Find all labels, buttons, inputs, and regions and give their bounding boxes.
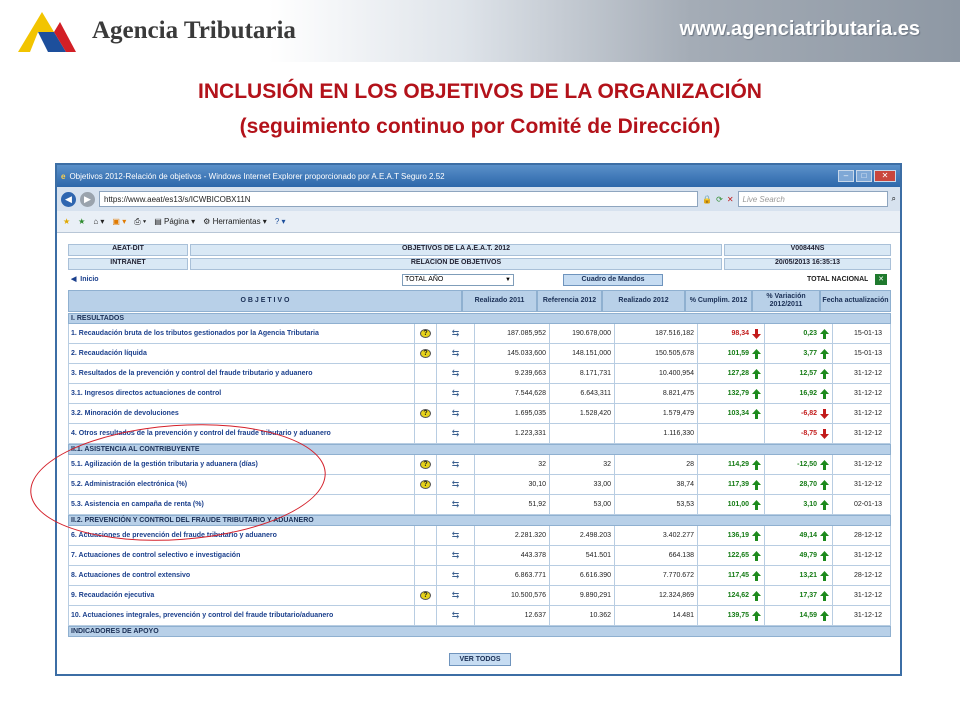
- pct-value: 101,59: [727, 350, 749, 357]
- arrow-up-icon: [820, 329, 829, 339]
- detail-icon[interactable]: ⇆: [451, 499, 460, 509]
- objective-link[interactable]: 5.3. Asistencia en campaña de renta (%): [71, 501, 204, 508]
- pct-cell: [697, 495, 764, 514]
- period-select[interactable]: [402, 274, 514, 286]
- header-right-1: V00844NS: [724, 244, 891, 256]
- value-cell-r12: 1.579,479: [614, 404, 697, 423]
- objective-link[interactable]: 2. Recaudación líquida: [71, 350, 147, 357]
- browser-window: [55, 163, 902, 676]
- help-cell: [414, 526, 436, 545]
- table-row: [68, 586, 891, 606]
- arrow-up-icon: [820, 349, 829, 359]
- slide-subtitle: (seguimiento continuo por Comité de Dirección): [239, 115, 721, 138]
- value-cell-ref: 8.171,731: [549, 364, 614, 383]
- agency-website: www.agenciatributaria.es: [679, 18, 920, 40]
- table-row: [68, 546, 891, 566]
- column-cumplimiento: % Cumplim. 2012: [685, 290, 752, 312]
- date-cell: 31-12-12: [832, 404, 902, 423]
- help-icon[interactable]: ?: [420, 480, 431, 489]
- detail-cell: [436, 424, 474, 443]
- column-referencia-2012: Referencia 2012: [537, 290, 602, 312]
- help-cell: [414, 324, 436, 343]
- detail-icon[interactable]: ⇆: [451, 479, 460, 489]
- pct-cell: [697, 364, 764, 383]
- help-cell: [414, 364, 436, 383]
- arrow-up-icon: [820, 551, 829, 561]
- var-cell: [764, 364, 832, 383]
- arrow-down-icon: [820, 429, 829, 439]
- arrow-up-icon: [752, 500, 761, 510]
- var-value: 13,21: [799, 572, 817, 579]
- section-header: I. RESULTADOS: [68, 313, 891, 324]
- value-cell-r11: 1.223,331: [474, 424, 549, 443]
- pct-value: 139,75: [727, 612, 749, 619]
- help-icon[interactable]: ?: [420, 591, 431, 600]
- arrow-up-icon: [752, 591, 761, 601]
- pct-value: 103,34: [727, 410, 749, 417]
- detail-cell: [436, 364, 474, 383]
- arrow-up-icon: [820, 460, 829, 470]
- table-row: [68, 364, 891, 384]
- arrow-up-icon: [752, 611, 761, 621]
- value-cell-ref: 9.890,291: [549, 586, 614, 605]
- var-value: 49,79: [799, 552, 817, 559]
- var-cell: [764, 475, 832, 494]
- arrow-up-icon: [820, 480, 829, 490]
- date-cell: 15-01-13: [832, 344, 902, 363]
- objective-link[interactable]: 8. Actuaciones de control extensivo: [71, 572, 191, 579]
- help-cell: [414, 475, 436, 494]
- value-cell-ref: 2.498.203: [549, 526, 614, 545]
- help-icon[interactable]: ?: [420, 329, 431, 338]
- value-cell-r12: 664.138: [614, 546, 697, 565]
- date-cell: 31-12-12: [832, 546, 902, 565]
- date-cell: 31-12-12: [832, 424, 902, 443]
- lock-icon: 🔒: [702, 194, 713, 204]
- forward-button[interactable]: ▶: [80, 192, 95, 207]
- value-cell-r12: 53,53: [614, 495, 697, 514]
- var-cell: [764, 606, 832, 625]
- arrow-up-icon: [820, 531, 829, 541]
- value-cell-r12: 28: [614, 455, 697, 474]
- objective-link[interactable]: 5.2. Administración electrónica (%): [71, 481, 188, 488]
- detail-cell: [436, 606, 474, 625]
- minimize-button[interactable]: –: [838, 170, 854, 182]
- search-input[interactable]: [738, 191, 888, 207]
- favorites-star-icon[interactable]: ★: [63, 217, 71, 226]
- value-cell-r11: 2.281.320: [474, 526, 549, 545]
- browser-toolbar: [57, 211, 900, 233]
- arrow-up-icon: [752, 369, 761, 379]
- detail-cell: [436, 384, 474, 403]
- date-cell: 02-01-13: [832, 495, 902, 514]
- pct-value: 124,62: [727, 592, 749, 599]
- help-icon[interactable]: ? ▾: [274, 217, 286, 226]
- column-fecha: Fecha actualización: [820, 290, 891, 312]
- value-cell-ref: 148.151,000: [549, 344, 614, 363]
- home-icon[interactable]: ⌂ ▾: [93, 217, 105, 226]
- date-cell: 31-12-12: [832, 455, 902, 474]
- help-cell: [414, 344, 436, 363]
- detail-icon[interactable]: ⇆: [451, 459, 460, 469]
- table-row: [68, 404, 891, 424]
- value-cell-r11: 51,92: [474, 495, 549, 514]
- arrow-up-icon: [820, 500, 829, 510]
- arrow-up-icon: [820, 591, 829, 601]
- pct-cell: [697, 566, 764, 585]
- date-cell: 31-12-12: [832, 384, 902, 403]
- value-cell-r11: 145.033,600: [474, 344, 549, 363]
- column-objective: O B J E T I V O: [68, 290, 462, 312]
- value-cell-r12: 12.324,869: [614, 586, 697, 605]
- ie-logo-icon: e: [61, 171, 66, 181]
- maximize-button[interactable]: □: [856, 170, 872, 182]
- var-cell: [764, 495, 832, 514]
- help-icon[interactable]: ?: [420, 409, 431, 418]
- header-center-2: RELACIÓN DE OBJETIVOS: [190, 258, 722, 270]
- help-icon[interactable]: ?: [420, 349, 431, 358]
- pct-cell: [697, 606, 764, 625]
- var-cell: [764, 455, 832, 474]
- detail-icon[interactable]: ⇆: [451, 550, 460, 560]
- value-cell-ref: 1.528,420: [549, 404, 614, 423]
- date-cell: 31-12-12: [832, 475, 902, 494]
- var-value: -6,82: [801, 410, 817, 417]
- refresh-icon[interactable]: ⟳: [716, 194, 723, 204]
- var-value: 12,57: [799, 370, 817, 377]
- detail-icon[interactable]: ⇆: [451, 388, 460, 398]
- pct-cell: [697, 404, 764, 423]
- value-cell-ref: 6.643,311: [549, 384, 614, 403]
- detail-cell: [436, 404, 474, 423]
- arrow-up-icon: [752, 551, 761, 561]
- date-cell: 28-12-12: [832, 566, 902, 585]
- objective-link[interactable]: 3. Resultados de la prevención y control del fraude tributario y aduanero: [71, 370, 313, 377]
- arrow-down-icon: [752, 329, 761, 339]
- pct-value: 132,79: [727, 390, 749, 397]
- var-cell: [764, 404, 832, 423]
- arrow-up-icon: [820, 611, 829, 621]
- var-value: 3,77: [803, 350, 817, 357]
- table-row: [68, 606, 891, 626]
- column-realizado-2011: Realizado 2011: [462, 290, 537, 312]
- help-cell: [414, 424, 436, 443]
- total-label: TOTAL NACIONAL: [807, 276, 869, 283]
- objective-link[interactable]: 3.2. Minoración de devoluciones: [71, 410, 179, 417]
- objective-link[interactable]: 6. Actuaciones de prevención del fraude tributario y aduanero: [71, 532, 277, 539]
- help-cell: [414, 495, 436, 514]
- var-cell: [764, 566, 832, 585]
- arrow-down-icon: [820, 409, 829, 419]
- help-cell: [414, 586, 436, 605]
- value-cell-r12: 38,74: [614, 475, 697, 494]
- date-cell: 31-12-12: [832, 606, 902, 625]
- help-cell: [414, 455, 436, 474]
- value-cell-r11: 1.695,035: [474, 404, 549, 423]
- var-cell: [764, 586, 832, 605]
- value-cell-ref: [549, 424, 614, 443]
- header-left-1: AEAT-DIT: [68, 244, 188, 256]
- header-center-1: OBJETIVOS DE LA A.E.A.T. 2012: [190, 244, 722, 256]
- page-menu-label: Página: [163, 217, 189, 226]
- pct-cell: [697, 475, 764, 494]
- help-cell: [414, 566, 436, 585]
- objective-link[interactable]: 9. Recaudación ejecutiva: [71, 592, 155, 599]
- pct-value: 122,65: [727, 552, 749, 559]
- pct-value: 117,45: [727, 572, 749, 579]
- search-icon[interactable]: ⌕: [891, 194, 896, 203]
- value-cell-r11: 12.637: [474, 606, 549, 625]
- arrow-up-icon: [752, 460, 761, 470]
- chevron-down-icon: ▼: [505, 277, 511, 283]
- value-cell-r12: 187.516,182: [614, 324, 697, 343]
- value-cell-r12: 150.505,678: [614, 344, 697, 363]
- objective-link[interactable]: 1. Recaudación bruta de los tributos gestionados por la Agencia Tributaria: [71, 330, 319, 337]
- pct-cell: [697, 455, 764, 474]
- arrow-up-icon: [752, 389, 761, 399]
- detail-icon[interactable]: ⇆: [451, 428, 460, 438]
- help-cell: [414, 606, 436, 625]
- back-arrow-icon: ◀: [71, 276, 77, 283]
- print-icon[interactable]: ⎙ ▾: [134, 216, 147, 226]
- url-text: https://www.aeat/es13/s/ICWBICOBX11N: [104, 194, 251, 204]
- value-cell-r11: 6.863.771: [474, 566, 549, 585]
- slide-title: INCLUSIÓN EN LOS OBJETIVOS DE LA ORGANIZACIÓN: [198, 80, 762, 103]
- detail-icon[interactable]: ⇆: [451, 368, 460, 378]
- objective-link[interactable]: 4. Otros resultados de la prevención y control del fraude tributario y aduanero: [71, 430, 331, 437]
- pct-cell: [697, 546, 764, 565]
- value-cell-r11: 187.085,952: [474, 324, 549, 343]
- arrow-up-icon: [820, 369, 829, 379]
- var-value: 0,23: [803, 330, 817, 337]
- period-select-value: TOTAL AÑO: [405, 276, 444, 283]
- table-row: [68, 324, 891, 344]
- header-left-2: INTRANET: [68, 258, 188, 270]
- detail-icon[interactable]: ⇆: [451, 570, 460, 580]
- add-favorite-icon[interactable]: ★: [78, 217, 86, 226]
- detail-cell: [436, 586, 474, 605]
- arrow-up-icon: [752, 480, 761, 490]
- agency-banner: [0, 0, 960, 62]
- browser-titlebar: [57, 165, 900, 187]
- detail-cell: [436, 344, 474, 363]
- pct-value: 136,19: [727, 532, 749, 539]
- agency-logo-icon: [8, 8, 86, 56]
- window-title: Objetivos 2012-Relación de objetivos - Windows Internet Explorer proporcionado por A.E.A.T Seguro 2.52: [69, 171, 445, 181]
- var-value: -12,50: [797, 461, 817, 468]
- arrow-up-icon: [752, 349, 761, 359]
- var-cell: [764, 424, 832, 443]
- address-bar: [57, 187, 900, 211]
- url-input[interactable]: [99, 191, 698, 207]
- table-row: [68, 384, 891, 404]
- pct-value: 127,28: [727, 370, 749, 377]
- date-cell: 31-12-12: [832, 586, 902, 605]
- help-cell: [414, 546, 436, 565]
- page-menu[interactable]: ▤ Página ▾: [154, 217, 196, 226]
- date-cell: 28-12-12: [832, 526, 902, 545]
- value-cell-ref: 541.501: [549, 546, 614, 565]
- objective-link[interactable]: 5.1. Agilización de la gestión tributaria y aduanera (días): [71, 461, 258, 468]
- value-cell-ref: 10.362: [549, 606, 614, 625]
- date-cell: 31-12-12: [832, 364, 902, 383]
- objective-link[interactable]: 10. Actuaciones integrales, prevención y control del fraude tributario/aduanero: [71, 612, 334, 619]
- var-value: -8,75: [801, 430, 817, 437]
- help-cell: [414, 384, 436, 403]
- value-cell-r12: 14.481: [614, 606, 697, 625]
- pct-cell: [697, 344, 764, 363]
- column-realizado-2012: Realizado 2012: [602, 290, 685, 312]
- detail-icon[interactable]: ⇆: [451, 408, 460, 418]
- column-variacion: % Variación 2012/2011: [752, 290, 820, 312]
- table-row: [68, 566, 891, 586]
- value-cell-r12: 1.116,330: [614, 424, 697, 443]
- var-value: 14,59: [799, 612, 817, 619]
- pct-cell: [697, 526, 764, 545]
- stop-icon[interactable]: ✕: [726, 194, 734, 204]
- date-cell: 15-01-13: [832, 324, 902, 343]
- var-value: 3,10: [803, 501, 817, 508]
- value-cell-ref: 53,00: [549, 495, 614, 514]
- detail-cell: [436, 566, 474, 585]
- value-cell-ref: 33,00: [549, 475, 614, 494]
- detail-cell: [436, 546, 474, 565]
- home-link-label: Inicio: [80, 276, 99, 283]
- pct-value: 114,29: [727, 461, 749, 468]
- var-value: 17,37: [799, 592, 817, 599]
- value-cell-r12: 7.770.672: [614, 566, 697, 585]
- detail-cell: [436, 526, 474, 545]
- value-cell-r11: 443.378: [474, 546, 549, 565]
- home-link[interactable]: [71, 275, 99, 283]
- objective-link[interactable]: 3.1. Ingresos directos actuaciones de control: [71, 390, 222, 397]
- detail-icon[interactable]: ⇆: [451, 610, 460, 620]
- detail-cell: [436, 324, 474, 343]
- search-placeholder: Live Search: [742, 194, 785, 204]
- feeds-icon[interactable]: ▣ ▾: [112, 217, 127, 226]
- var-value: 49,14: [799, 532, 817, 539]
- value-cell-r11: 32: [474, 455, 549, 474]
- detail-cell: [436, 475, 474, 494]
- tools-menu[interactable]: ⚙ Herramientas ▾: [203, 217, 267, 226]
- close-button[interactable]: ✕: [874, 170, 896, 182]
- pct-cell: [697, 324, 764, 343]
- pct-cell: [697, 384, 764, 403]
- pct-cell: [697, 586, 764, 605]
- detail-icon[interactable]: ⇆: [451, 328, 460, 338]
- section-header: II.2. PREVENCIÓN Y CONTROL DEL FRAUDE TRIBUTARIO Y ADUANERO: [68, 515, 891, 526]
- value-cell-ref: 32: [549, 455, 614, 474]
- value-cell-r11: 10.500,576: [474, 586, 549, 605]
- pct-value: 101,00: [727, 501, 749, 508]
- var-cell: [764, 324, 832, 343]
- see-all-button[interactable]: VER TODOS: [449, 653, 511, 666]
- value-cell-r11: 9.239,663: [474, 364, 549, 383]
- arrow-up-icon: [752, 571, 761, 581]
- value-cell-r11: 30,10: [474, 475, 549, 494]
- dashboard-button[interactable]: Cuadro de Mandos: [563, 274, 663, 286]
- objective-link[interactable]: 7. Actuaciones de control selectivo e investigación: [71, 552, 241, 559]
- var-cell: [764, 384, 832, 403]
- var-value: 28,70: [799, 481, 817, 488]
- arrow-up-icon: [820, 571, 829, 581]
- arrow-up-icon: [752, 531, 761, 541]
- detail-icon[interactable]: ⇆: [451, 348, 460, 358]
- detail-cell: [436, 455, 474, 474]
- excel-export-icon[interactable]: ✕: [875, 274, 887, 285]
- var-cell: [764, 526, 832, 545]
- pct-cell: [697, 424, 764, 443]
- value-cell-r11: 7.544,628: [474, 384, 549, 403]
- table-row: [68, 344, 891, 364]
- detail-icon[interactable]: ⇆: [451, 530, 460, 540]
- var-cell: [764, 344, 832, 363]
- help-icon[interactable]: ?: [420, 460, 431, 469]
- section-header: INDICADORES DE APOYO: [68, 626, 891, 637]
- header-right-2: 20/05/2013 16:35:13: [724, 258, 891, 270]
- value-cell-ref: 190.678,000: [549, 324, 614, 343]
- arrow-up-icon: [820, 389, 829, 399]
- var-cell: [764, 546, 832, 565]
- detail-icon[interactable]: ⇆: [451, 590, 460, 600]
- pct-value: 117,39: [727, 481, 749, 488]
- var-value: 16,92: [799, 390, 817, 397]
- value-cell-r12: 8.821,475: [614, 384, 697, 403]
- help-cell: [414, 404, 436, 423]
- arrow-up-icon: [752, 409, 761, 419]
- section-header: II.1. ASISTENCIA AL CONTRIBUYENTE: [68, 444, 891, 455]
- agency-name: Agencia Tributaria: [92, 17, 296, 44]
- detail-cell: [436, 495, 474, 514]
- tools-menu-label: Herramientas: [212, 217, 261, 226]
- value-cell-r12: 10.400,954: [614, 364, 697, 383]
- value-cell-r12: 3.402.277: [614, 526, 697, 545]
- back-button[interactable]: ◀: [61, 192, 76, 207]
- value-cell-ref: 6.616.390: [549, 566, 614, 585]
- pct-value: 98,34: [731, 330, 749, 337]
